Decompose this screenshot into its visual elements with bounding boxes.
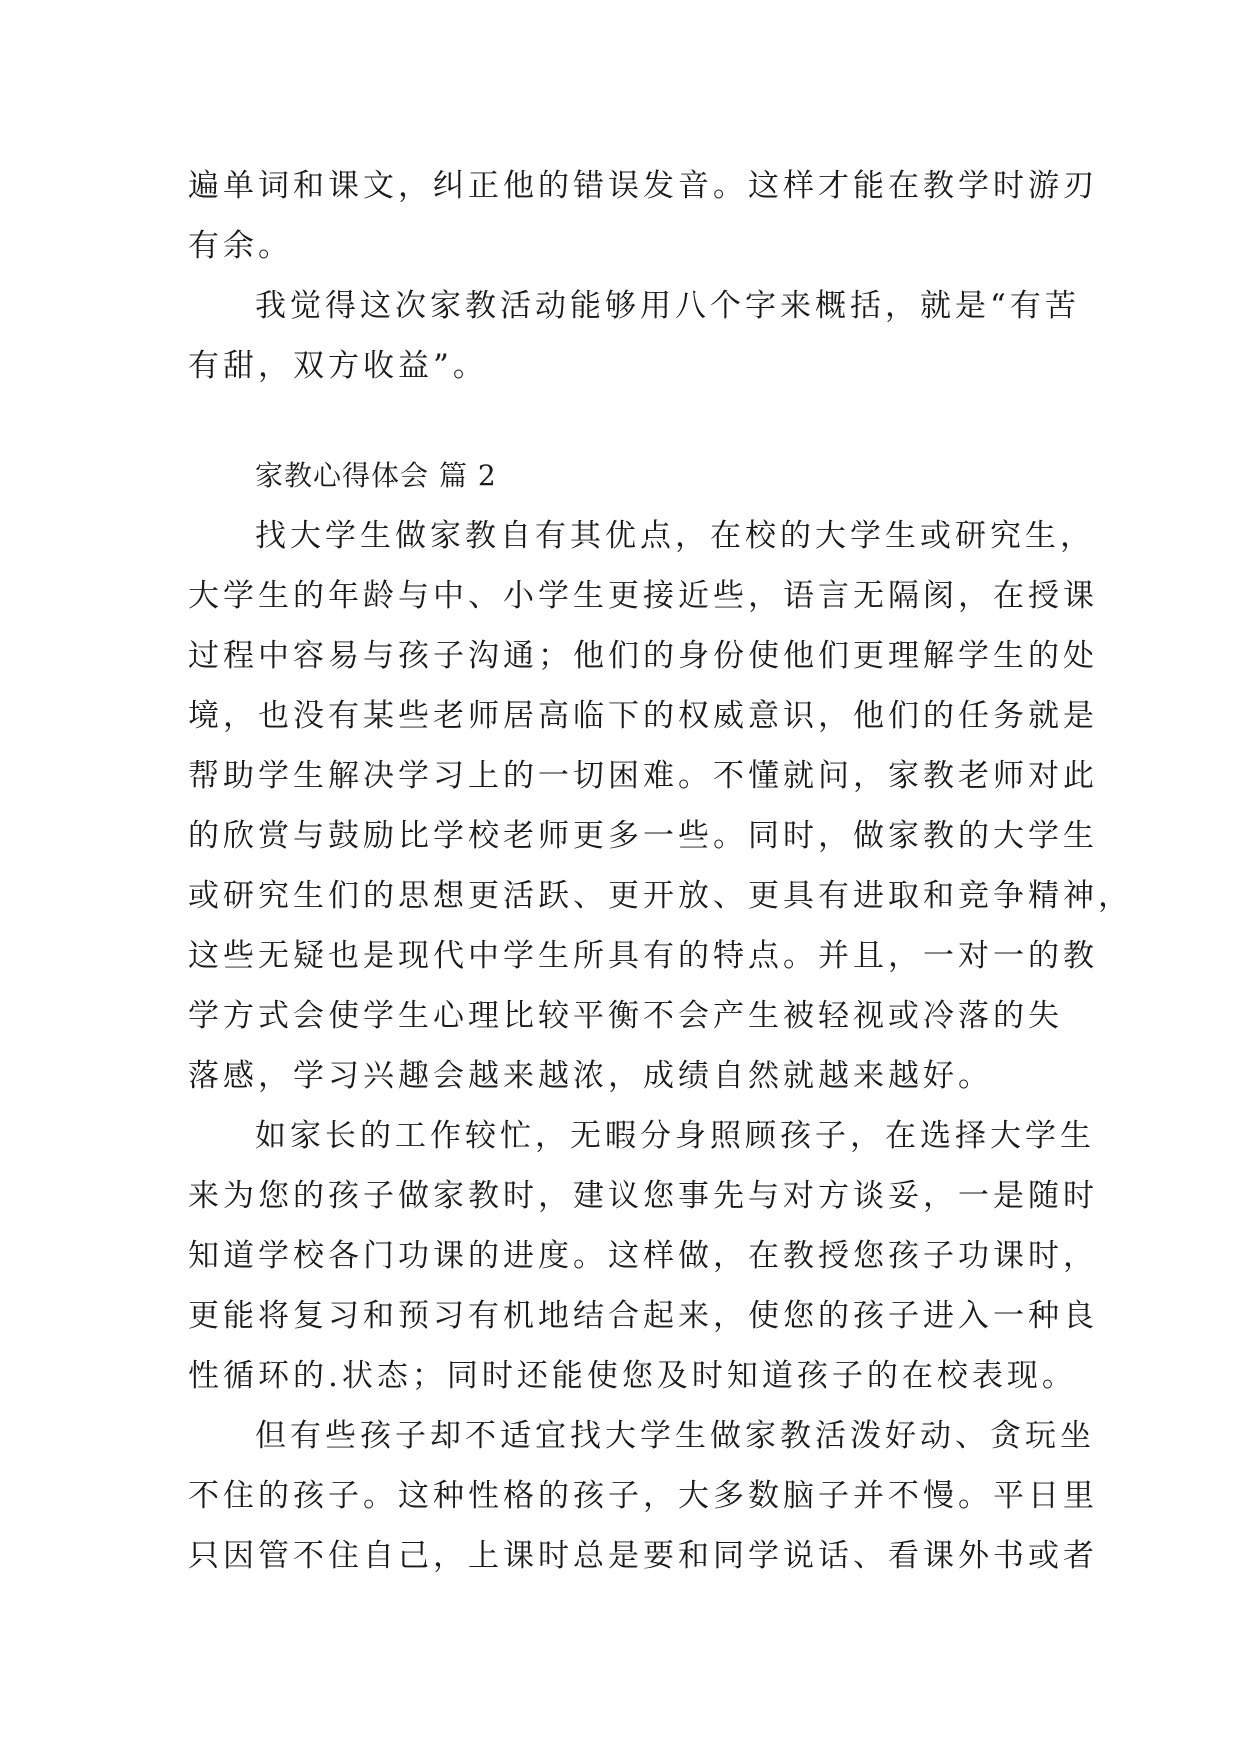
- paragraph-line: 大学生的年龄与中、小学生更接近些，语言无隔阂，在授课: [188, 578, 1098, 614]
- section-number: 篇 2: [439, 459, 497, 492]
- paragraph-line: 但有些孩子却不适宜找大学生做家教活泼好动、贪玩坐: [255, 1418, 1095, 1454]
- paragraph-line: 这些无疑也是现代中学生所具有的特点。并且，一对一的教: [188, 938, 1098, 974]
- section-title: 家教心得体会: [255, 459, 430, 492]
- paragraph-line: 找大学生做家教自有其优点，在校的大学生或研究生，: [255, 518, 1095, 554]
- paragraph-line: 帮助学生解决学习上的一切困难。不懂就问，家教老师对此: [188, 758, 1098, 794]
- paragraph-line: 知道学校各门功课的进度。这样做，在教授您孩子功课时，: [188, 1238, 1098, 1274]
- paragraph-line: 性循环的.状态；同时还能使您及时知道孩子的在校表现。: [188, 1358, 1077, 1394]
- section-heading: [255, 456, 497, 496]
- paragraph-line: 的欣赏与鼓励比学校老师更多一些。同时，做家教的大学生: [188, 818, 1098, 854]
- paragraph-line: 不住的孩子。这种性格的孩子，大多数脑子并不慢。平日里: [188, 1478, 1098, 1514]
- paragraph-line: 遍单词和课文，纠正他的错误发音。这样才能在教学时游刃: [188, 168, 1098, 204]
- paragraph-line: 更能将复习和预习有机地结合起来，使您的孩子进入一种良: [188, 1298, 1098, 1334]
- paragraph-line: 学方式会使学生心理比较平衡不会产生被轻视或冷落的失: [188, 998, 1063, 1034]
- paragraph-line: 有甜，双方收益”。: [188, 348, 488, 384]
- paragraph-line: 我觉得这次家教活动能够用八个字来概括，就是“有苦: [255, 288, 1080, 324]
- paragraph-line: 或研究生们的思想更活跃、更开放、更具有进取和竞争精神，: [188, 878, 1133, 914]
- paragraph-line: 过程中容易与孩子沟通；他们的身份使他们更理解学生的处: [188, 638, 1098, 674]
- paragraph-line: 境，也没有某些老师居高临下的权威意识，他们的任务就是: [188, 698, 1098, 734]
- paragraph-line: 落感，学习兴趣会越来越浓，成绩自然就越来越好。: [188, 1058, 993, 1094]
- paragraph-line: 有余。: [188, 228, 293, 264]
- paragraph-line: 来为您的孩子做家教时，建议您事先与对方谈妥，一是随时: [188, 1178, 1098, 1214]
- paragraph-line: 只因管不住自己，上课时总是要和同学说话、看课外书或者: [188, 1538, 1098, 1574]
- paragraph-line: 如家长的工作较忙，无暇分身照顾孩子，在选择大学生: [255, 1118, 1095, 1154]
